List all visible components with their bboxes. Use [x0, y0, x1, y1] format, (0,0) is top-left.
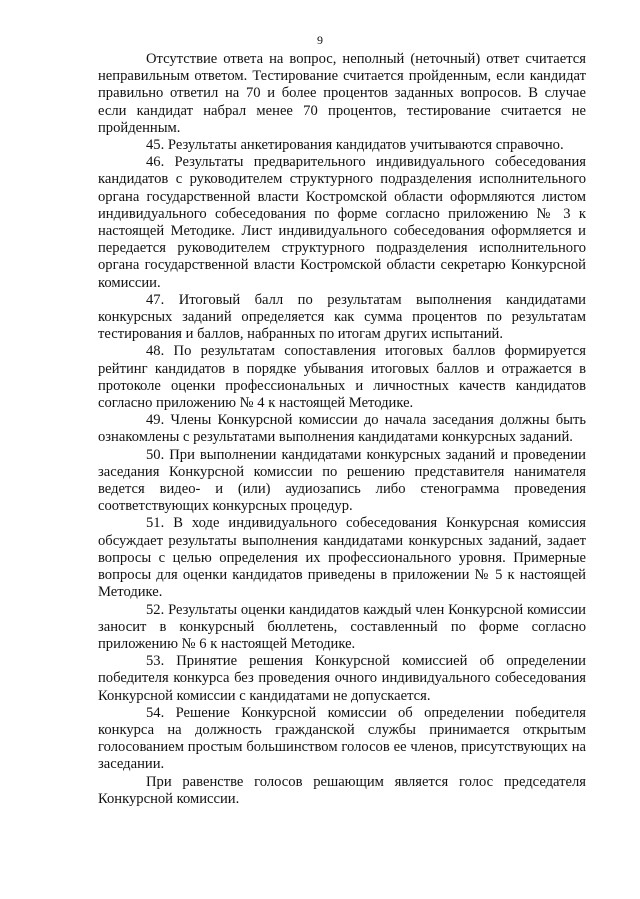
paragraph-testing-result: Отсутствие ответа на вопрос, неполный (неточный) ответ считается неправильным ответом. Тестирование считается пройденным, если кандидат правильно ответил на 70 и более процентов заданных вопросов. В случае если кандидат набрал менее 70 процентов, тестирование считается не пройденным.	[98, 51, 586, 136]
paragraph-item-46: 46. Результаты предварительного индивидуального собеседования кандидатов с руководителем структурного подразделения исполнительного органа государственной власти Костромской области оформляются листом индивидуального собеседования по форме согласно приложению № 3 к настоящей Методике. Лист индивидуального собеседования оформляется и передается руководителем структурного подразделения исполнительного органа государственной власти Костромской области секретарю Конкурсной комиссии.	[98, 154, 586, 291]
paragraph-item-45: 45. Результаты анкетирования кандидатов учитываются справочно.	[146, 137, 564, 154]
paragraph-item-51: 51. В ходе индивидуального собеседования Конкурсная комиссия обсуждает результаты выполнения кандидатами конкурсных заданий, задает вопросы с целью определения их профессионального уровня. Примерные вопросы для оценки кандидатов приведены в приложении № 5 к настоящей Методике.	[98, 515, 586, 601]
paragraph-item-52: 52. Результаты оценки кандидатов каждый член Конкурсной комиссии заносит в конкурсный бюллетень, составленный по форме согласно приложению № 6 к настоящей Методике.	[98, 601, 586, 652]
paragraph-item-49: 49. Члены Конкурсной комиссии до начала заседания должны быть ознакомлены с результатами выполнения кандидатами конкурсных заданий.	[98, 412, 586, 446]
paragraph-item-47: 47. Итоговый балл по результатам выполнения кандидатами конкурсных заданий определяется как сумма процентов по результатам тестирования и баллов, набранных по итогам других испытаний.	[98, 291, 586, 343]
paragraph-item-53: 53. Принятие решения Конкурсной комиссией об определении победителя конкурса без проведения очного индивидуального собеседования Конкурсной комиссии с кандидатами не допускается.	[98, 653, 586, 704]
document-body	[98, 51, 586, 808]
paragraph-tie-vote: При равенстве голосов решающим является голос председателя Конкурсной комиссии.	[98, 773, 586, 807]
paragraph-item-48: 48. По результатам сопоставления итоговых баллов формируется рейтинг кандидатов в порядке убывания итоговых баллов и отражается в протоколе оценки профессиональных и личностных качеств кандидатов согласно приложению № 4 к настоящей Методике.	[98, 343, 586, 412]
paragraph-item-54: 54. Решение Конкурсной комиссии об определении победителя конкурса на должность гражданской службы принимается открытым голосованием простым большинством голосов ее членов, присутствующих на заседании.	[98, 704, 586, 773]
page-number: 9	[317, 33, 323, 47]
paragraph-item-50: 50. При выполнении кандидатами конкурсных заданий и проведении заседания Конкурсной комиссии по решению представителя нанимателя ведется видео- и (или) аудиозапись либо стенограмма проведения соответствующих конкурсных процедур.	[98, 446, 586, 515]
